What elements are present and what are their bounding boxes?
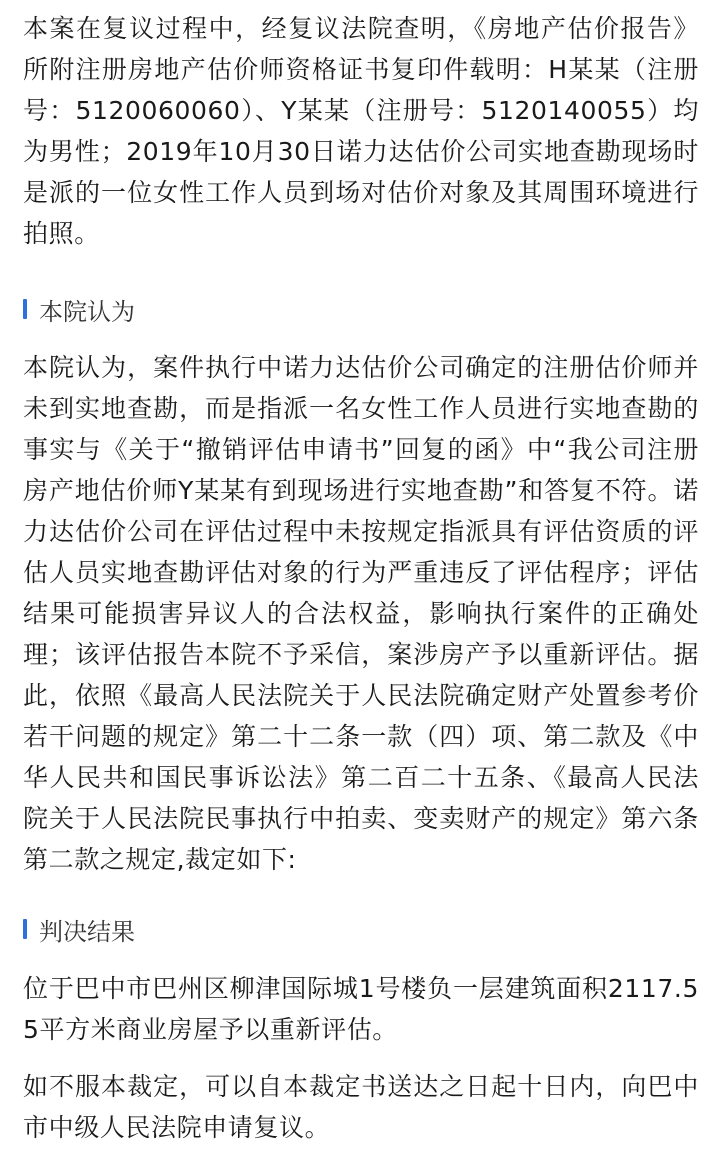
section-heading-opinion [23,294,135,324]
section-heading-label: 判决结果 [39,917,135,946]
result-paragraph-1: 位于巴中市巴州区柳津国际城1号楼负一层建筑面积2117.55平方米商业房屋予以重新评估。 [23,974,699,1044]
intro-paragraph: 本案在复议过程中，经复议法院查明，《房地产估价报告》所附注册房地产估价师资格证书复印件载明：H某某（注册号：5120060060）、Y某某（注册号：5120140055）均为男性；2019年10月30日诺力达估价公司实地查勘现场时是派的一位女性工作人员到场对估价对象及其周围环境进行拍照。 [23,14,699,248]
section-heading-label: 本院认为 [39,297,135,326]
section-accent-bar [23,919,27,939]
section-accent-bar [23,299,27,319]
result-paragraph-2: 如不服本裁定，可以自本裁定书送达之日起十日内，向巴中市中级人民法院申请复议。 [23,1072,699,1142]
opinion-paragraph: 本院认为，案件执行中诺力达估价公司确定的注册估价师并未到实地查勘，而是指派一名女性工作人员进行实地查勘的事实与《关于“撤销评估申请书”回复的函》中“我公司注册房产地估价师Y某某有到现场进行实地查勘”和答复不符。诺力达估价公司在评估过程中未按规定指派具有评估资质的评估人员实地查勘评估对象的行为严重违反了评估程序；评估结果可能损害异议人的合法权益，影响执行案件的正确处理；该评估报告本院不予采信，案涉房产予以重新评估。据此，依照《最高人民法院关于人民法院确定财产处置参考价若干问题的规定》第二十二条一款（四）项、第二款及《中华人民共和国民事诉讼法》第二百二十五条、《最高人民法院关于人民法院民事执行中拍卖、变卖财产的规定》第六条第二款之规定,裁定如下: [23,353,699,874]
section-heading-result [23,914,135,944]
